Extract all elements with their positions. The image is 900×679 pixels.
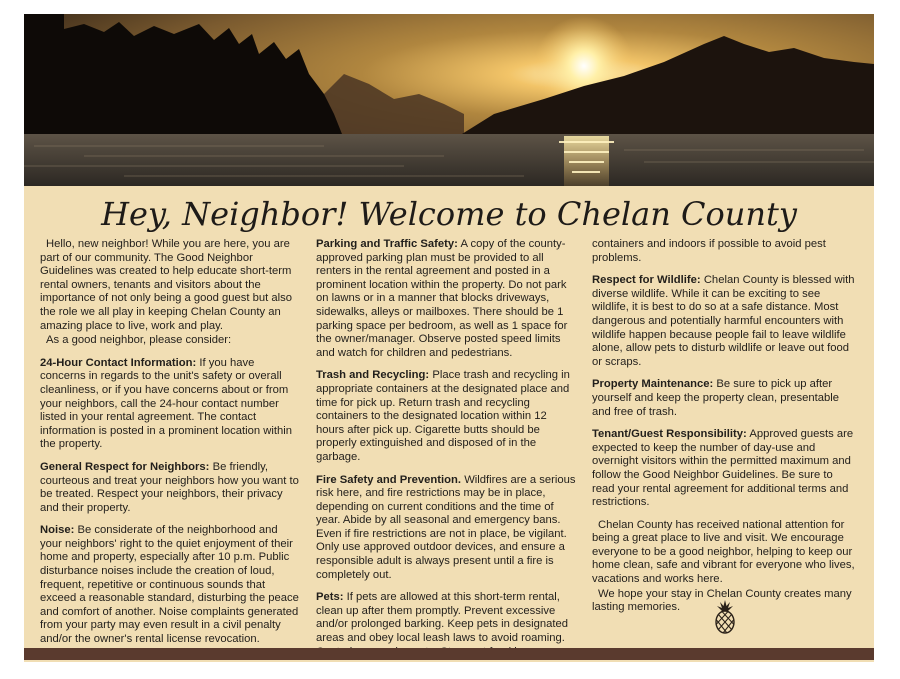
- flyer-page: [24, 14, 874, 662]
- section-heading: Respect for Wildlife:: [592, 274, 701, 287]
- section-parking: Parking and Traffic Safety: A copy of the county-approved parking plan must be provided to all renters in the rental agreement and posted in a prominent location within the property. Do not park on lawns or in a manner that blocks driveways, sidewalks, alleys or mailboxes. There should be 1 parking space per bedroom, as well as 1 space for the owner/manager. Observe posted speed limits and watch for children and pedestrians.: [316, 238, 568, 359]
- closing-paragraph-1: Chelan County has received national attention for being a great place to live and visit. We encourage everyone to be a good neighbor, helping to keep our home clean, safe and vibrant for everyone who lives, vacations and works here.: [592, 518, 855, 586]
- section-fire-safety: Fire Safety and Prevention. Wildfires are a serious risk here, and fire restrictions may be in place, depending on current conditions and the time of year. Abide by all seasonal and emergency bans. Even if fire restrictions are not in place, be vigilant. Only use approved outdoor devices, and ensure a responsible adult is always present until a fire is completely out.: [316, 473, 576, 581]
- intro-paragraph: Hello, new neighbor! While you are here, you are part of our community. The Good Neighbor Guidelines was created to help educate short-term rental owners, tenants and visitors about the importance of not only being a good guest but also the role we all play in keeping Chelan County an amazing place to live, work and play.: [40, 238, 293, 332]
- section-heading: Trash and Recycling:: [316, 369, 430, 382]
- section-property-maintenance: Property Maintenance: Be sure to pick up after yourself and keep the property clean, presentable and free of trash.: [592, 378, 840, 418]
- section-heading: General Respect for Neighbors:: [40, 460, 210, 473]
- pineapple-icon: [712, 600, 738, 634]
- section-heading: 24-Hour Contact Information:: [40, 356, 197, 369]
- pets-continued: containers and indoors if possible to avoid pest problems.: [592, 238, 826, 264]
- closing-paragraph-2: We hope your stay in Chelan County creates many lasting memories.: [592, 587, 852, 614]
- section-heading: Pets:: [316, 591, 344, 604]
- column-3: [592, 238, 856, 624]
- consider-line: As a good neighbor, please consider:: [46, 334, 232, 347]
- page-title: Hey, Neighbor! Welcome to Chelan County: [101, 195, 797, 233]
- section-respect-neighbors: General Respect for Neighbors: Be friendly, courteous and treat your neighbors how you want to be treated. Respect your neighbors, their privacy and their property.: [40, 460, 299, 514]
- section-noise: Noise: Be considerate of the neighborhood and your neighbors' right to the quiet enjoyment of their home and property, especially after 10 p.m. Public disturbance noises include the creation of loud, frequent, repetitive or continuous sounds that exceed a reasonable standard, disturbing the peace and comfort of another. Noise complaints generated from your party may even result in a civil penalty and/or the owner's rental license revocation.: [40, 524, 299, 646]
- section-tenant-responsibility: Tenant/Guest Responsibility: Approved guests are expected to keep the number of day-use and overnight visitors within the permitted maximum and follow the Good Neighbor Guidelines. Be sure to read your rental agreement for additional terms and restrictions.: [592, 428, 854, 509]
- section-wildlife: Respect for Wildlife: Chelan County is blessed with diverse wildlife. While it can be exciting to see wildlife, it is best to do so at a safe distance. Most dangerous and potentially harmful encounters with wildlife happen because people fail to leave wildlife alone, allow pets to disturb wildlife or leave out food or scraps.: [592, 274, 855, 368]
- section-heading: Fire Safety and Prevention.: [316, 473, 462, 486]
- section-heading: Noise:: [40, 524, 75, 537]
- section-heading: Tenant/Guest Responsibility:: [592, 428, 747, 441]
- column-1: [40, 238, 302, 656]
- column-2: [316, 238, 578, 668]
- section-heading: Parking and Traffic Safety:: [316, 238, 458, 250]
- section-contact: 24-Hour Contact Information: If you have concerns in regards to the unit's safety or overall cleanliness, or if you have concerns about or from your neighbors, call the 24-hour contact number listed in your rental agreement. The contact information is posted in a prominent location within the property.: [40, 356, 293, 451]
- section-heading: Property Maintenance:: [592, 378, 714, 391]
- section-pets: Pets: If pets are allowed at this short-term rental, clean up after them promptly. Prevent excessive and/or prolonged barking. Keep pets in designated areas and obey local leash laws to avoid roaming.: [316, 591, 569, 645]
- lake-sunset-photo: [24, 14, 874, 186]
- section-trash: Trash and Recycling: Place trash and recycling in appropriate containers at the designated place and time for pick up. Return trash and recycling containers to the designated location within 12 hours after pick up. Cigarette butts should be properly extinguished and disposed of in the garbage.: [316, 369, 570, 463]
- footer-bar: [24, 648, 874, 660]
